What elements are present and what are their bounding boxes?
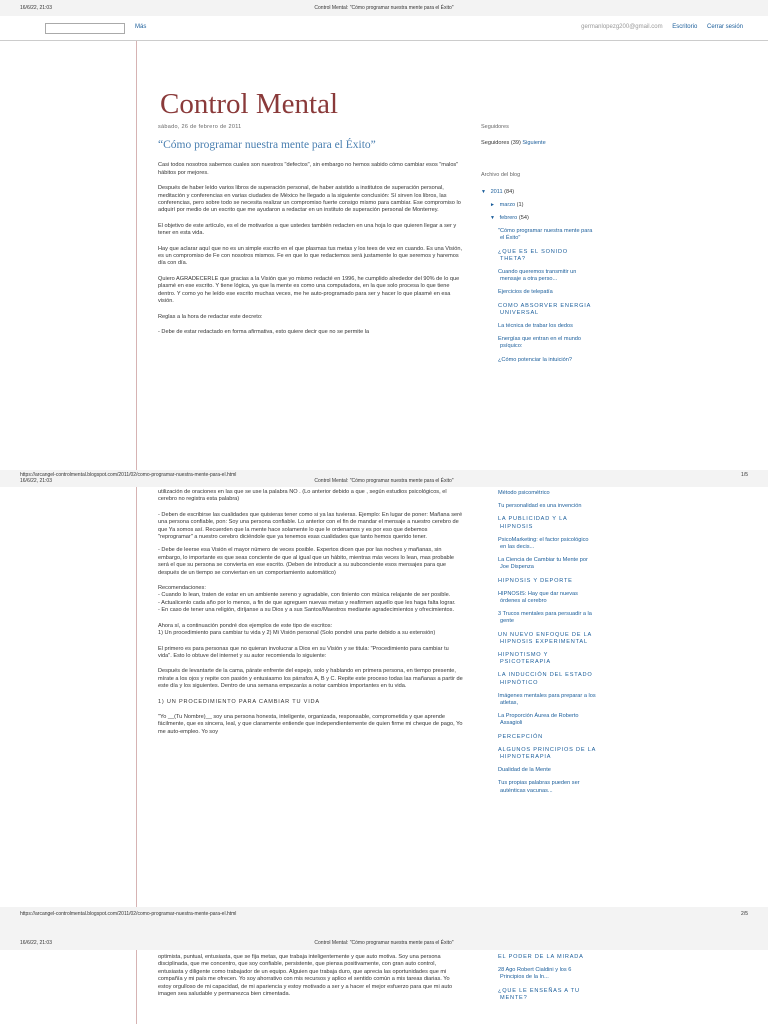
post-paragraph: - Deben de escribirse las cualidades que quisieras tener como si ya las tuvieras. Ejemplo: En lugar de poner: Mañana seré una persona confiable, pon: Soy una persona confiable. Lo anterior con el fin de mandar el mensaje a nuestro cerebro de que Ya somos así. Recuerden que la mente hace solamente lo que le ordenamos y es por eso que debemos "reprogramar" a nuestro cerebro diciéndole que ya tenemos esas cualidades que tanto hemos querido tener. [158, 511, 463, 541]
post-paragraph: Reglas a la hora de redactar este decreto: [158, 313, 263, 320]
print-title: Control Mental: "Cómo programar nuestra mente para el Éxito" [314, 940, 454, 946]
archive-post-link[interactable]: LA PUBLICIDAD Y LA HIPNOSIS [498, 516, 568, 530]
print-footer [0, 911, 768, 919]
archive-post-link[interactable]: LA INDUCCIÓN DEL ESTADO HIPNÓTICO [498, 672, 593, 686]
blog-title[interactable]: Control Mental [160, 88, 339, 120]
sidebar [481, 124, 596, 370]
print-header [0, 938, 768, 948]
page-1 [0, 16, 768, 470]
followers-count: Seguidores (39) [481, 140, 521, 147]
archive-post-link[interactable]: Tus propias palabras pueden ser auténticas vacunas... [498, 780, 580, 794]
sidebar-continued [481, 954, 596, 1008]
margin-rule [136, 950, 137, 1024]
post-body-continued [158, 489, 463, 744]
post-paragraph: El objetivo de este artículo, es el de motivarlos a que ustedes también redacten en una hoja lo que quieren llegar a ser y tener en esta vida. [158, 222, 457, 237]
archive-post-list [481, 954, 596, 1002]
logout-link[interactable]: Cerrar sesión [706, 24, 743, 30]
sidebar-continued [481, 490, 596, 801]
followers-widget [481, 140, 596, 147]
followers-heading: Seguidores [481, 124, 509, 130]
post-paragraph: Después de haber leído varios libros de superación personal, de haber asistido a institutos de superación personal, meditación y conferencias en varias ciudades de México he llegado a la siguiente conclusión: Sí sirven los libros, las conferencias, pero sobre todo se necesita realizar un compromiso fuerte consigo mismo para cambiar. Ese compromiso lo adquirí por medio de un escrito que me ayudaron a redactar en un instituto de superación personal de Monterrey. [158, 185, 461, 214]
page-2 [0, 487, 768, 907]
archive-post-link[interactable]: Cuando queremos transmitir un mensaje a otra perso... [498, 269, 577, 283]
archive-post-link[interactable]: Imágenes mentales para preparar a los atletas, [498, 692, 596, 707]
triangle-down-icon[interactable]: ▼ [490, 215, 495, 222]
archive-post-link[interactable]: HIPNOSIS: Hay que dar nuevas órdenes al cerebro [498, 590, 578, 605]
print-datetime: 16/6/22, 21:03 [20, 5, 52, 11]
print-header [0, 477, 768, 487]
print-url: https://arcangel-controlmental.blogspot.com/2011/02/como-programar-nuestra-mente-para-el.html [20, 472, 237, 478]
post-subheading: 1) UN PROCEDIMIENTO PARA CAMBIAR TU VIDA [158, 698, 320, 705]
archive-post-link[interactable]: PsicoMarketing: el factor psicológico en las decis... [498, 536, 589, 551]
page-3 [0, 950, 768, 1024]
post-paragraph: - Debe de estar redactado en forma afirmativa, esto quiere decir que no se permite la [158, 328, 370, 335]
print-title: Control Mental: "Cómo programar nuestra mente para el Éxito" [314, 478, 454, 484]
more-link[interactable]: Más [135, 24, 147, 30]
archive-post-link[interactable]: La Proporción Áurea de Roberto Assagioli [498, 713, 579, 727]
archive-post-link[interactable]: La técnica de trabar los dedos [498, 323, 573, 330]
archive-post-link[interactable]: Energías que entran en el mundo psíquico: [498, 336, 582, 350]
navbar-user-links [573, 24, 743, 30]
triangle-down-icon[interactable]: ▼ [481, 188, 486, 195]
archive-post-list [481, 228, 596, 364]
archive-post-link[interactable]: ¿Cómo potenciar la intuición? [498, 356, 572, 363]
archive-post-link[interactable]: 28 Ago Robert Cialdini y los 6 Principios de la In... [498, 967, 572, 981]
archive-month-febrero[interactable]: ▼ febrero (54) [490, 215, 529, 222]
archive-post-link[interactable]: ALGUNOS PRINCIPIOS DE LA HIPNOTERAPIA [498, 746, 596, 761]
archive-year[interactable]: ▼ 2011 (84) [481, 188, 515, 195]
archive-post-link[interactable]: EL PODER DE LA MIRADA [498, 954, 584, 960]
post-body [158, 124, 463, 344]
post-date: sábado, 26 de febrero de 2011 [158, 124, 242, 130]
post-paragraph: Ahora sí, a continuación pondré dos ejemplos de este tipo de escritos: 1) Un procedimiento para cambiar tu vida y 2) Mi Visión personal (Solo pondré una parte debido a su extensión) [158, 622, 436, 637]
triangle-right-icon[interactable]: ► [490, 201, 495, 208]
print-datetime: 16/6/22, 21:03 [20, 940, 52, 946]
archive-post-link[interactable]: 3 Trucos mentales para persuadir a la gente [498, 611, 592, 625]
archive-post-link[interactable]: Dualidad de la Mente [498, 767, 551, 774]
post-paragraph: Hay que aclarar aquí que no es un simple escrito en el que plasmas tus metas y los tees de vez en cuando. Es una Visión, es un compromiso de Fe con nosotros mismos. Fe en que lo que redactemos será justamente lo que seremos y haremos día con día. [158, 245, 462, 267]
print-url: https://arcangel-controlmental.blogspot.com/2011/02/como-programar-nuestra-mente-para-el.html [20, 911, 237, 917]
user-email: germanlopezg200@gmail.com [581, 24, 663, 30]
print-title: Control Mental: "Cómo programar nuestra mente para el Éxito" [314, 5, 454, 11]
post-paragraph: Quiero AGRADECERLE que gracias a la Visión que yo mismo redacté en 1996, he cumplido alrededor del 90% de lo que plasmé en ese escrito. Y tiene lógica, ya que la mente es como una computadora, en la que solo procesa lo que tiene dentro. Y como yo he leído ese escrito muchas veces, me he auto-programado para ser y hacer lo que plasmé en esa visión. [158, 275, 460, 305]
archive-post-link[interactable]: COMO ABSORVER ENERGIA UNIVERSAL [498, 302, 591, 316]
print-datetime: 16/6/22, 21:03 [20, 478, 52, 484]
archive-post-link[interactable]: ¿QUE LE ENSEÑAS A TU MENTE? [498, 987, 580, 1001]
archive-post-link[interactable]: HIPNOTISMO Y PSICOTERAPIA [498, 652, 551, 666]
archive-post-link[interactable]: HIPNOSIS Y DEPORTE [498, 577, 573, 584]
print-page-number: 2/5 [741, 911, 748, 917]
archive-tree [481, 189, 596, 223]
archive-post-list [481, 490, 596, 795]
post-title[interactable]: “Cómo programar nuestra mente para el Éxito” [158, 139, 376, 152]
post-paragraph: "Yo __(Tu Nombre)__ soy una persona honesta, inteligente, organizada, responsable, comprometida y que aprende fácilmente, que es sincera, leal, y que claramente entiende que independientemente de quien firme mi cheque de pago, Yo me auto-empleo. Yo soy [158, 713, 463, 735]
archive-post-link[interactable]: UN NUEVO ENFOQUE DE LA HIPNOSIS EXPERIMENTAL [498, 631, 592, 645]
blogger-navbar [0, 16, 768, 41]
margin-rule [136, 487, 137, 907]
post-paragraph: Casi todos nosotros sabemos cuales son nuestros "defectos", sin embargo no hemos sabido cómo cambiar esos "malos" hábitos por mejores. [158, 162, 459, 176]
archive-post-link[interactable]: Método psicométrico [498, 490, 550, 496]
dashboard-link[interactable]: Escritorio [672, 24, 698, 30]
margin-rule [136, 16, 137, 470]
print-header [0, 0, 768, 16]
archive-heading: Archivo del blog [481, 172, 521, 179]
post-paragraph: El primero es para personas que no quieran involucrar a Dios en su Visión y se titula: "Procedimiento para cambiar tu vida". Esto lo obtuve del internet y su autor recomienda lo siguiente: [158, 645, 449, 659]
archive-post-link[interactable]: PERCEPCIÓN [498, 733, 543, 740]
print-page-number: 1/5 [741, 472, 748, 478]
archive-month-marzo[interactable]: ► marzo (1) [490, 201, 524, 208]
post-paragraph: optimista, puntual, entusiasta, que se fija metas, que trabaja inteligentemente y que auto motiva. Soy una persona disciplinada, que me concentro, que soy confiable, persistente, que piensa positivamente, con gran auto control, entusiasta y diligente como trabajador de un equipo. Alguien que trabaja duro, que aprecia las oportunidades que mi compañía y mi país me ofrecen. Yo soy ahorrativo con mis recursos y aplico el sentido común a mis tareas diarias. Yo estoy orgulloso de mi capacidad, de mi apariencia y estoy motivado a ser y a hacer el mejor esfuerzo para que mi auto imagen sea saludable y permanezca bien cimentada. [158, 954, 453, 998]
post-paragraph: utilización de oraciones en las que se use la palabra NO . (Lo anterior debido a que , según estudios psicológicos, el cerebro no registra esta palabra) [158, 489, 447, 503]
archive-post-link[interactable]: La Ciencia de Cambiar tu Mente por Joe Dispenza [498, 557, 588, 571]
navbar-search-input[interactable] [45, 23, 125, 34]
post-body-continued [158, 954, 463, 1006]
post-paragraph: Recomendaciones: - Cuando lo lean, traten de estar en un ambiente sereno y agradable, con tiniento con música relajante de ser posible. - Actualicenlo cada año por lo menos, a fin de que agreguen nuevas metas y reafirmen aquello que les haga falta lograr. - En caso de tener una religión, diríjanse a su Dios y a sus Santos/Maestros mediante agradecimientos y ofrecimientos. [158, 585, 456, 614]
archive-post-link[interactable]: "Cómo programar nuestra mente para el Éxito" [498, 228, 593, 242]
archive-post-link[interactable]: ¿QUE ES EL SONIDO THETA? [498, 248, 568, 262]
post-paragraph: Después de levantarte de la cama, párate enfrente del espejo, solo y hablando en primera persona, en tiempo presente, mírate a los ojos y repite con pasión y entusiasmo los párrafos A, B y C. Repite este proceso todas las mañanas a partir de este día y los siguientes. Dentro de una semana empezarás a notar cambios importantes en tu vida. [158, 668, 463, 690]
follow-link[interactable]: Siguiente [522, 140, 546, 147]
archive-post-link[interactable]: Tu personalidad es una invención [498, 503, 582, 510]
post-paragraph: - Debe de leerse esa Visión el mayor número de veces posible. Expertos dicen que por las noches y mañanas, sin embargo, lo importante es que seas conciente de que al igual que un hábito, mientras más veces lo lean, mas probable será el que su persona se convierta en ese escrito. (Deben de introducir a su subconciente esos mensajes para que después de un tiempo se conviertan en un comportamiento automático) [158, 547, 455, 576]
archive-post-link[interactable]: Ejercicios de telepatía [498, 289, 553, 296]
